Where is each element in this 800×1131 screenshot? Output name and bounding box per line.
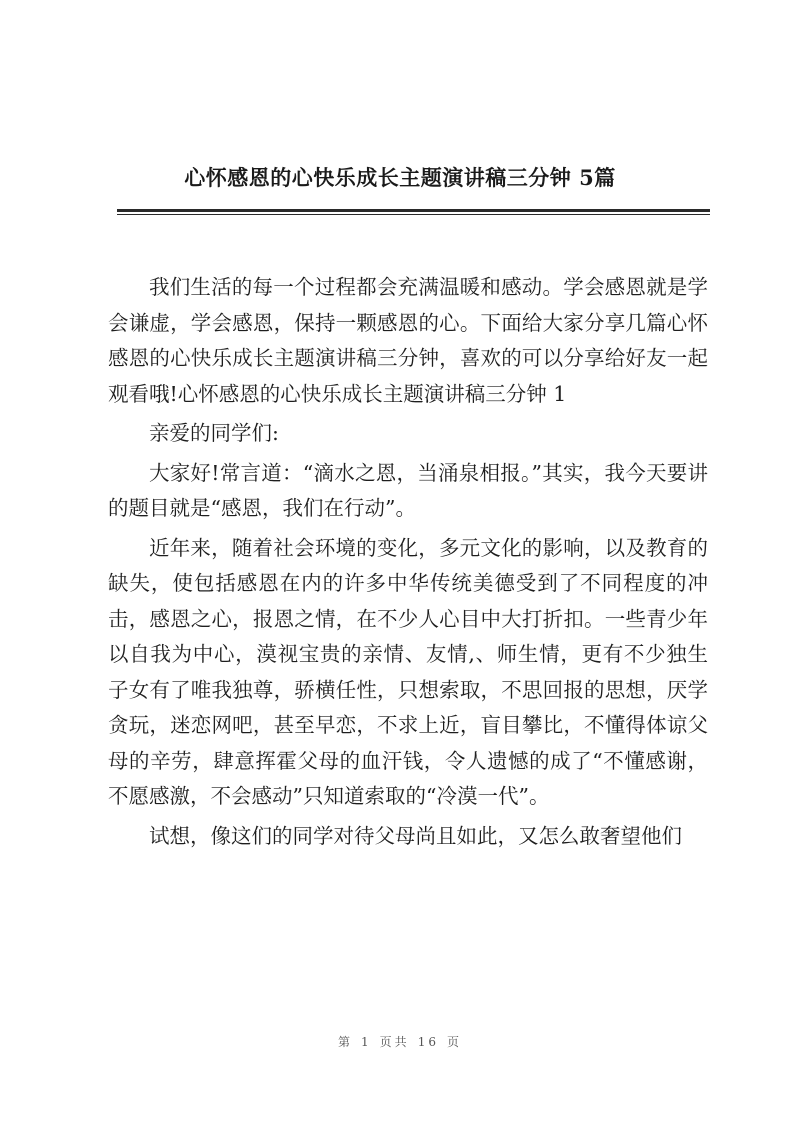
footer-page-total: 16 — [417, 1035, 439, 1049]
paragraph-main: 近年来，随着社会环境的变化，多元文化的影响，以及教育的缺失，使包括感恩在内的许多中华传统美德受到了不同程度的冲击，感恩之心，报恩之情，在不少人心目中大打折扣。一些青少年以自我为中心，漠视宝贵的亲情、友情,、师生情，更有不少独生子女有了唯我独尊，骄横任性，只想索取，不思回报的思想，厌学贪玩，迷恋网吧，甚至早恋，不求上近，盲目攀比，不懂得体谅父母的辛劳，肆意挥霍父母的血汗钱，令人遗憾的成了“不懂感谢，不愿感激，不会感动”只知道索取的“冷漠一代”。 — [108, 535, 708, 808]
footer-prefix: 第 — [338, 1035, 354, 1049]
paragraph-intro: 我们生活的每一个过程都会充满温暖和感动。学会感恩就是学会谦虚，学会感恩，保持一颗感恩的心。下面给大家分享几篇心怀感恩的心快乐成长主题演讲稿三分钟，喜欢的可以分享给好友一起观看哦!心怀感恩的心快乐成长主题演讲稿三分钟 1 — [108, 275, 708, 406]
paragraph-continued: 试想，像这们的同学对待父母尚且如此，又怎么敢奢望他们 — [149, 823, 682, 848]
title-rule-thin — [117, 214, 710, 215]
footer-suffix: 页 — [446, 1035, 462, 1049]
footer-page-number: 1 — [361, 1035, 372, 1049]
paragraph-salutation: 亲爱的同学们: — [149, 421, 279, 445]
document-title: 心怀感恩的心快乐成长主题演讲稿三分钟 5篇 — [184, 165, 616, 190]
title-rule-thick — [117, 209, 710, 212]
footer-middle: 页共 — [379, 1035, 410, 1049]
page-footer — [0, 1033, 800, 1050]
paragraph-greeting: 大家好!常言道：“滴水之恩，当涌泉相报。”其实，我今天要讲的题目就是“感恩，我们在行动”。 — [108, 460, 708, 520]
document-body — [108, 270, 708, 858]
